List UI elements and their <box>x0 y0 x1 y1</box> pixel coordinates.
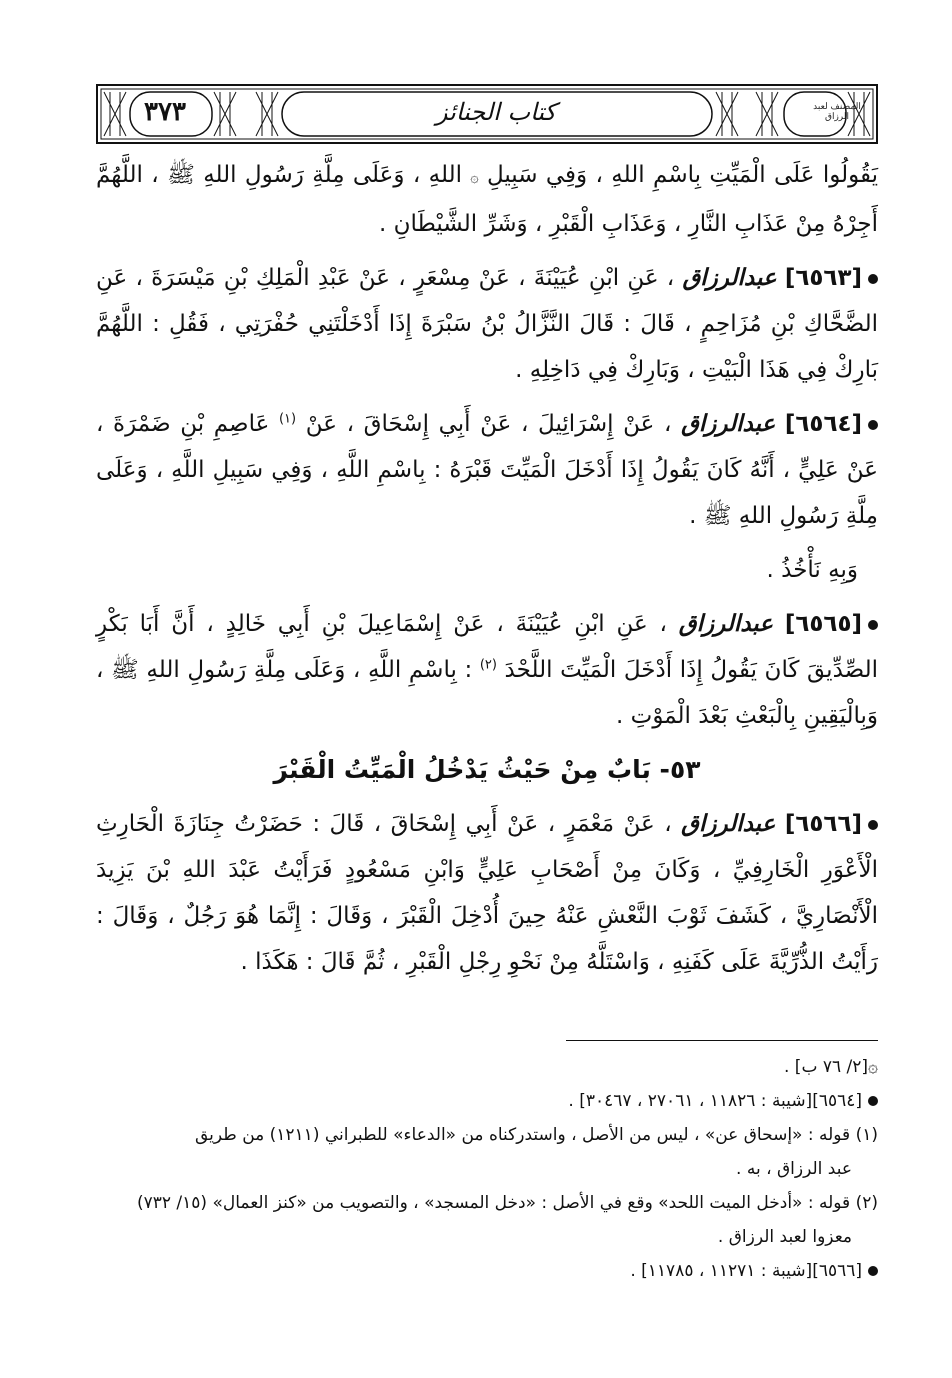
page-header <box>96 84 878 144</box>
wa-bihi: وَبِهِ نَأْخُذُ . <box>766 557 858 583</box>
hadith-text: ، عَنْ إِسْرَائِيلَ ، عَنْ أَبِي إِسْحَاقَ ، عَنْ <box>305 411 672 437</box>
hadith-6563 <box>96 255 878 393</box>
logo <box>804 90 870 134</box>
hadith-text: ، عَنِ ابْنِ عُيَيْنَةَ ، عَنْ مِسْعَرٍ ، عَنْ عَبْدِ الْمَلِكِ بْنِ مَيْسَرَةَ ، عَنِ الضَّحَّاكِ بْنِ مُزَاحِمٍ ، قَالَ : قَالَ النَّزَّالُ بْنُ سَبْرَةَ إِذَا أَدْخَلْتَنِي حُفْرَتِي ، فَقُلِ : اللَّهُمَّ بَارِكْ فِي هَذَا الْبَيْتِ ، وَبَارِكْ فِي دَاخِلِهِ . <box>96 265 878 383</box>
text: يَقُولُوا عَلَى الْمَيِّتِ بِاسْمِ اللهِ ، وَفِي سَبِيلِ <box>486 162 879 188</box>
bullet-icon <box>868 420 878 430</box>
page-marker: ۞ <box>470 170 479 186</box>
bullet-icon <box>868 274 878 284</box>
footnote-text: [٦٥٦٦][شيبة : ١١٢٧١ ، ١١٧٨٥] . <box>630 1261 862 1281</box>
footnote-2-cont: معزوا لعبد الرزاق . <box>717 1227 852 1247</box>
bullet-icon <box>868 1266 878 1276</box>
hadith-text: عَاصِمِ بْنِ ضَمْرَةَ ، عَنْ عَلِيٍّ ، أَنَّهُ كَانَ يَقُولُ إِذَا أَدْخَلَ الْمَيِّتَ قَبْرَهُ : بِاسْمِ اللَّهِ ، وَفِي سَبِيلِ اللَّهِ ، وَعَلَى مِلَّةِ رَسُولِ اللهِ ﷺ . <box>96 411 878 529</box>
paragraph-continuation <box>96 152 878 247</box>
footnote-ref: (٢) <box>479 657 497 673</box>
main-text <box>96 152 878 993</box>
footnote-1: (١) قوله : «إسحاق عن» ، ليس من الأصل ، واستدركناه من «الدعاء» للطبراني (١٢١١) من طريق <box>194 1125 878 1145</box>
hadith-number: [٦٥٦٦] <box>784 811 863 837</box>
footnote-marker: ۞[٢/ ٧٦ ب] . <box>784 1057 878 1077</box>
hadith-text: : بِاسْمِ اللَّهِ ، وَعَلَى مِلَّةِ رَسُولِ اللهِ ﷺ ، وَبِالْيَقِينِ بِالْبَعْثِ بَعْدَ الْمَوْتِ . <box>96 657 878 729</box>
hadith-text: ، عَنِ ابْنِ عُيَيْنَةَ ، عَنْ إِسْمَاعِيلَ بْنِ أَبِي خَالِدٍ ، أَنَّ أَبَا بَكْرٍ الصِّدِّيقَ كَانَ يَقُولُ إِذَا أَدْخَلَ الْمَيِّتَ اللَّحْدَ <box>96 611 878 683</box>
footnote-1-cont: عبد الرزاق ، به . <box>736 1159 852 1179</box>
footnote-6564 <box>96 1084 878 1118</box>
source-name: عبدالرزاق <box>678 611 773 637</box>
source-name: عبدالرزاق <box>681 811 776 837</box>
hadith-6565 <box>96 601 878 739</box>
hadith-text: ، عَنْ مَعْمَرٍ ، عَنْ أَبِي إِسْحَاقَ ، قَالَ : حَضَرْتُ جِنَازَةَ الْحَارِثِ الْأَعْوَرِ الْخَارِفِيِّ ، وَكَانَ مِنْ أَصْحَابِ عَلِيٍّ وَابْنِ مَسْعُودٍ فَرَأَيْتُ عَبْدَ اللهِ بْنَ يَزِيدَ الْأَنْصَارِيَّ ، كَشَفَ ثَوْبَ النَّعْشِ عَنْهُ حِينَ أُدْخِلَ الْقَبْرَ ، وَقَالَ : إِنَّمَا هُوَ رَجُلٌ ، وَقَالَ : رَأَيْتُ الذُّرِّيَّةَ عَلَى كَفَنِهِ ، وَاسْتَلَّهُ مِنْ نَحْوِ رِجْلِ الْقَبْرِ ، ثُمَّ قَالَ : هَكَذَا . <box>96 811 878 975</box>
logo-text: المصنف لعبد الرزاق <box>813 102 861 122</box>
page-number: ٣٧٣ <box>144 97 186 127</box>
hadith-number: [٦٥٦٣] <box>784 265 863 291</box>
footnote-2: (٢) قوله : «أدخل الميت اللحد» وقع في الأصل : «دخل المسجد» ، والتصويب من «كنز العمال» (١٥/ ٧٣٢) <box>136 1193 878 1213</box>
text: اللهِ ، وَعَلَى مِلَّةِ رَسُولِ اللهِ ﷺ ، اللَّهُمَّ أَجِرْهُ مِنْ عَذَابِ النَّارِ ، وَعَذَابِ الْقَبْرِ ، وَشَرِّ الشَّيْطَانِ . <box>96 162 878 237</box>
section-title: ٥٣- بَابٌ مِنْ حَيْثُ يَدْخُلُ الْمَيِّتُ الْقَبْرَ <box>273 755 701 784</box>
source-name: عبدالرزاق <box>681 411 776 437</box>
bullet-icon <box>868 1096 878 1106</box>
bullet-icon <box>868 620 878 630</box>
hadith-number: [٦٥٦٤] <box>784 411 863 437</box>
book-title: كتاب الجنائز <box>435 98 557 126</box>
hadith-6564 <box>96 401 878 539</box>
footnote-text: [٦٥٦٤][شيبة : ١١٨٢٦ ، ٢٧٠٦١ ، ٣٠٤٦٧] . <box>568 1091 862 1111</box>
footnotes <box>96 1050 878 1288</box>
footnote-ref: (١) <box>278 411 297 427</box>
hadith-number: [٦٥٦٥] <box>784 611 862 637</box>
source-name: عبدالرزاق <box>682 265 777 291</box>
hadith-6566 <box>96 801 878 985</box>
footnote-6566 <box>96 1254 878 1288</box>
footnote-divider <box>566 1040 878 1041</box>
bullet-icon <box>868 820 878 830</box>
